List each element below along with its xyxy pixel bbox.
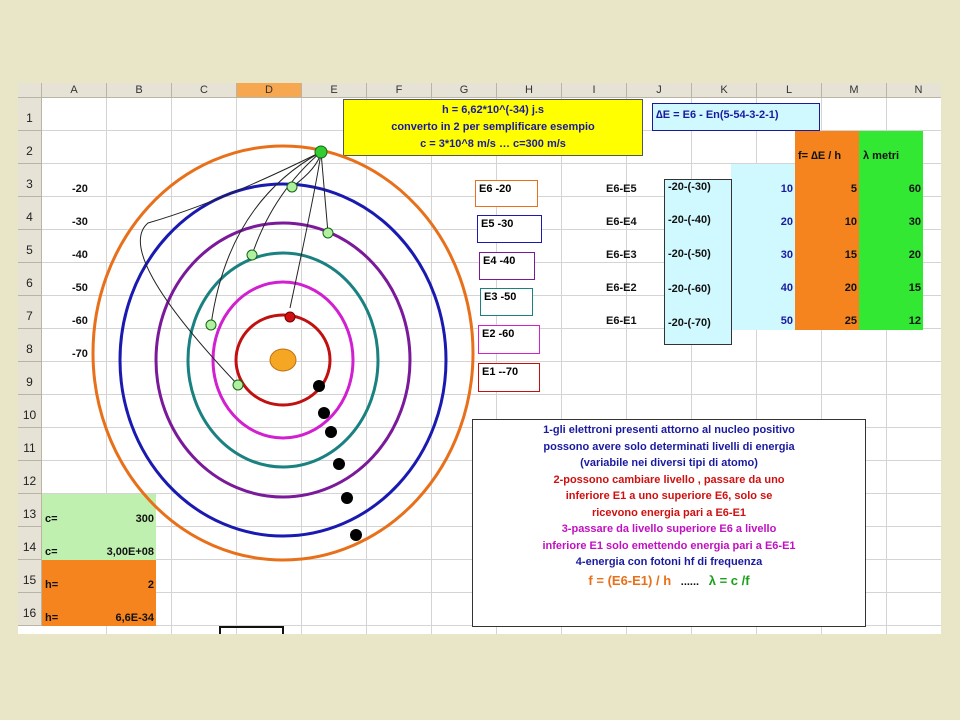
cell-m7[interactable]: 25 [844, 315, 857, 327]
diff-3: -20-(-50) [668, 248, 711, 260]
column-header-n[interactable]: N [887, 83, 941, 98]
electron-e6-top [315, 146, 327, 158]
row-header-7[interactable]: 7 [18, 296, 42, 329]
electron-e5-right [323, 228, 333, 238]
cell-a7[interactable]: -60 [72, 315, 88, 327]
expl-line-8: inferiore E1 solo emettendo energia pari a E6-E1 [542, 539, 796, 552]
electron-e2 [206, 320, 216, 330]
row-header-2[interactable]: 2 [18, 131, 42, 164]
electron-black-5 [341, 492, 353, 504]
row-header-6[interactable]: 6 [18, 263, 42, 296]
row-header-14[interactable]: 14 [18, 527, 42, 560]
cell-j6[interactable]: E6-E2 [606, 282, 637, 294]
cell-a5[interactable]: -40 [72, 249, 88, 261]
electron-e5 [287, 182, 297, 192]
column-header-e[interactable]: E [302, 83, 367, 98]
column-header-l[interactable]: L [757, 83, 822, 98]
electron-black-6 [350, 529, 362, 541]
cell-n6[interactable]: 15 [908, 282, 921, 294]
expl-line-3: (variabile nei diversi tipi di atomo) [580, 457, 758, 469]
cell-b14[interactable]: 3,00E+08 [106, 546, 154, 558]
formula-line-2: converto in 2 per semplificare esempio [391, 121, 595, 133]
formula-line-1: h = 6,62*10^(-34) j.s [441, 104, 545, 116]
cell-a14[interactable]: c= [45, 546, 58, 558]
row-header-12[interactable]: 12 [18, 461, 42, 494]
diff-4: -20-(-60) [668, 283, 711, 295]
cell-m6[interactable]: 20 [844, 282, 857, 294]
cell-n7[interactable]: 12 [908, 315, 921, 327]
level-e2: E2 -60 [478, 325, 540, 354]
cell-a6[interactable]: -50 [72, 282, 88, 294]
expl-line-2: possono avere solo determinati livelli di energia [543, 440, 795, 453]
expl-line-7: 3-passare da livello superiore E6 a livello [561, 523, 777, 535]
cell-j5[interactable]: E6-E3 [606, 249, 637, 261]
level-e5: E5 -30 [477, 215, 542, 243]
electron-e4 [247, 250, 257, 260]
level-e6: E6 -20 [475, 180, 538, 207]
freq-header: f= ∆E / h [798, 150, 842, 162]
column-header-d[interactable]: D [237, 83, 302, 98]
column-header-m[interactable]: M [822, 83, 887, 98]
cell-n5[interactable]: 20 [908, 249, 921, 261]
cell-b16[interactable]: 6,6E-34 [115, 612, 154, 624]
cell-b15[interactable]: 2 [147, 579, 154, 591]
row-header-1[interactable]: 1 [18, 98, 42, 131]
column-header-c[interactable]: C [172, 83, 237, 98]
cell-l5[interactable]: 30 [780, 249, 793, 261]
electron-black-4 [333, 458, 345, 470]
cell-j3[interactable]: E6-E5 [606, 183, 637, 195]
cell-l6[interactable]: 40 [780, 282, 793, 294]
cell-m5[interactable]: 15 [844, 249, 857, 261]
cell-l7[interactable]: 50 [780, 315, 793, 327]
column-header-i[interactable]: I [562, 83, 627, 98]
formula-lambda: λ = c /f [708, 572, 750, 588]
column-header-f[interactable]: F [367, 83, 432, 98]
level-e1: E1 --70 [478, 363, 540, 392]
expl-line-1: 1-gli elettroni presenti attorno al nucleo positivo [543, 424, 795, 436]
level-e3: E3 -50 [480, 288, 533, 316]
cell-b13[interactable]: 300 [135, 513, 154, 525]
spreadsheet [18, 83, 941, 634]
explanation-box [472, 419, 866, 627]
nucleus [270, 349, 296, 371]
expl-line-4: 2-possono cambiare livello , passare da uno [553, 473, 785, 486]
row-header-11[interactable]: 11 [18, 428, 42, 461]
cell-n3[interactable]: 60 [908, 183, 921, 195]
cell-a4[interactable]: -30 [72, 216, 88, 228]
row-header-13[interactable]: 13 [18, 494, 42, 527]
electron-black-2 [318, 407, 330, 419]
column-header-g[interactable]: G [432, 83, 497, 98]
delta-e-text: ∆E = E6 - En(5-54-3-2-1) [656, 109, 779, 121]
cell-j4[interactable]: E6-E4 [606, 216, 637, 228]
electron-black-1 [313, 380, 325, 392]
formula-f: f = (E6-E1) / h [588, 572, 672, 588]
expl-line-9: 4-energia con fotoni hf di frequenza [575, 556, 763, 568]
electron-e1-green [233, 380, 243, 390]
formula-line-3: c = 3*10^8 m/s … c=300 m/s [420, 138, 566, 150]
row-header-9[interactable]: 9 [18, 362, 42, 395]
expl-line-5: inferiore E1 a uno superiore E6, solo se [565, 490, 773, 502]
diff-2: -20-(-40) [668, 214, 711, 226]
row-header-8[interactable]: 8 [18, 329, 42, 362]
column-header-k[interactable]: K [692, 83, 757, 98]
row-header-10[interactable]: 10 [18, 395, 42, 428]
cell-a3[interactable]: -20 [72, 183, 88, 195]
lambda-header: λ metri [863, 150, 900, 162]
expl-line-6: ricevono energia pari a E6-E1 [591, 506, 747, 519]
cell-n4[interactable]: 30 [908, 216, 921, 228]
cell-l4[interactable]: 20 [780, 216, 793, 228]
level-e4: E4 -40 [479, 252, 535, 280]
cell-a13[interactable]: c= [45, 513, 58, 525]
column-header-j[interactable]: J [627, 83, 692, 98]
cell-j7[interactable]: E6-E1 [606, 315, 637, 327]
cell-a15[interactable]: h= [45, 579, 59, 591]
formula-dots: ...... [680, 575, 700, 588]
cell-m4[interactable]: 10 [844, 216, 857, 228]
column-header-h[interactable]: H [497, 83, 562, 98]
diff-5: -20-(-70) [668, 317, 711, 329]
cell-a8[interactable]: -70 [72, 348, 88, 360]
cell-m3[interactable]: 5 [850, 183, 857, 195]
row-header-3[interactable]: 3 [18, 164, 42, 197]
cell-l3[interactable]: 10 [780, 183, 793, 195]
row-header-15[interactable]: 15 [18, 560, 42, 593]
cell-a16[interactable]: h= [45, 612, 59, 624]
column-header-a[interactable]: A [42, 83, 107, 98]
row-header-4[interactable]: 4 [18, 197, 42, 230]
expl-formula [473, 573, 865, 591]
electron-black-3 [325, 426, 337, 438]
row-header-5[interactable]: 5 [18, 230, 42, 263]
electron-e1-red [285, 312, 295, 322]
column-header-b[interactable]: B [107, 83, 172, 98]
diff-1: -20-(-30) [668, 181, 711, 193]
row-header-16[interactable]: 16 [18, 593, 42, 626]
